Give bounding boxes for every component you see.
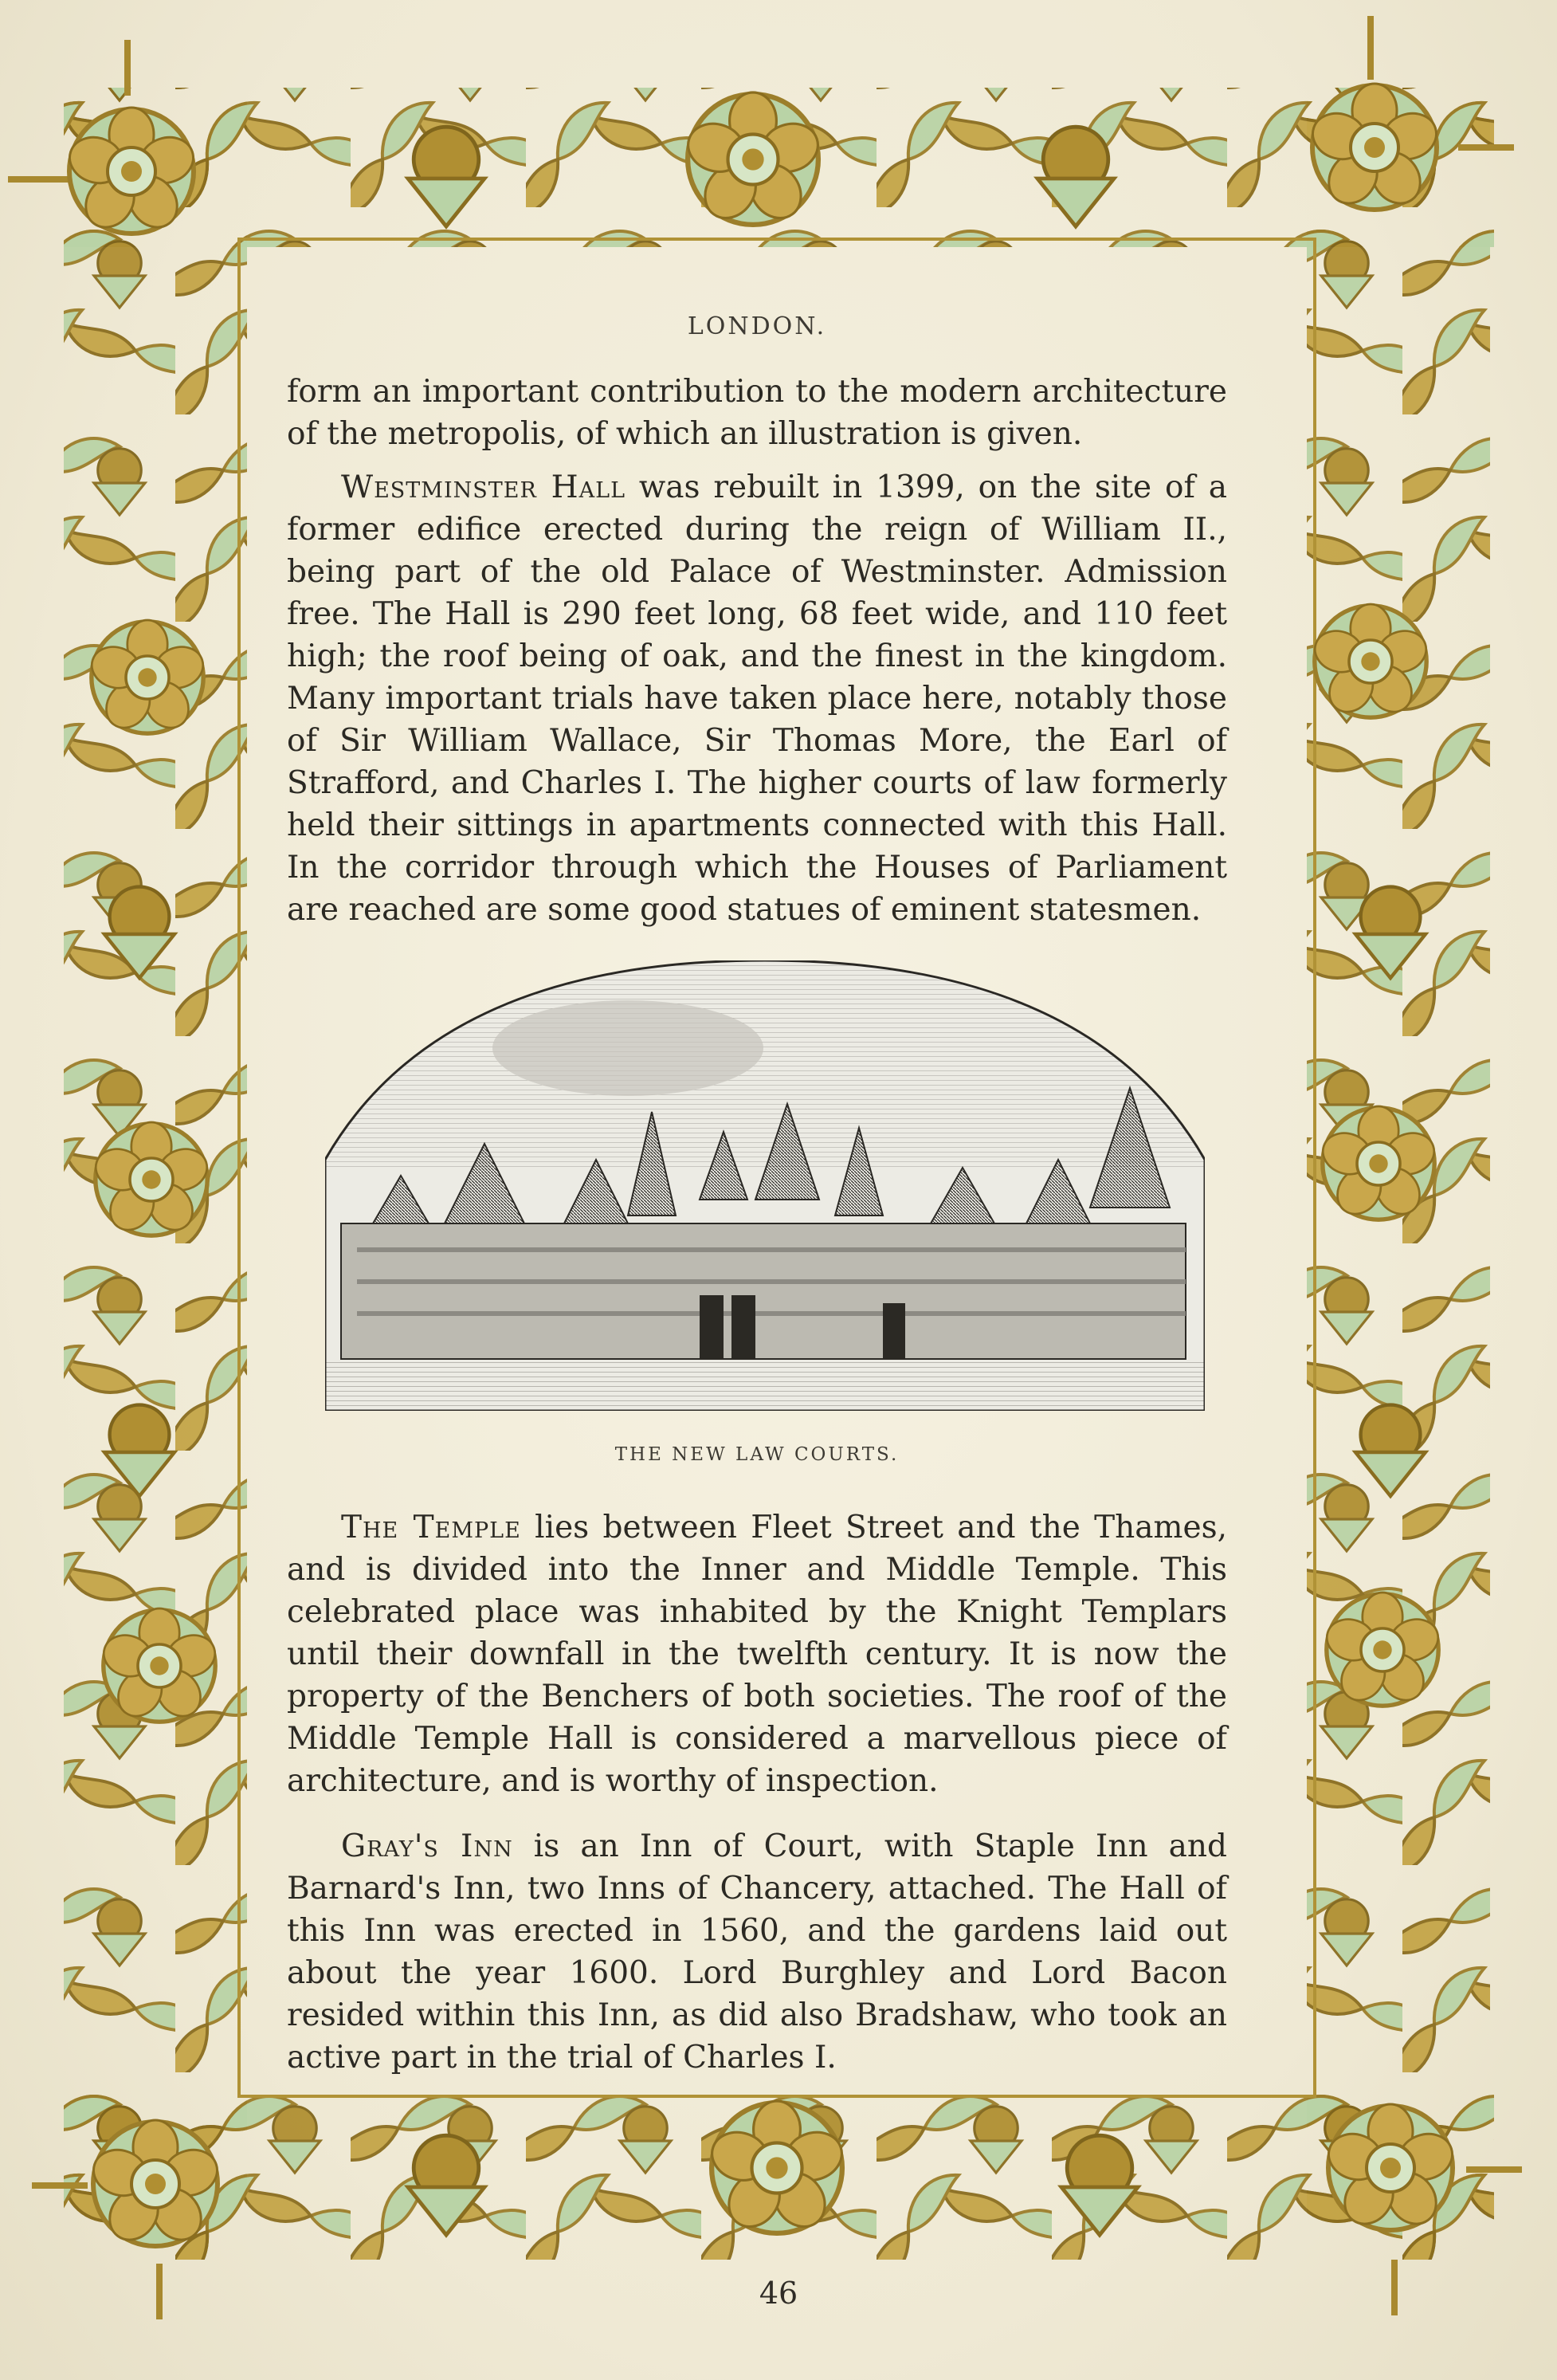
text-block	[287, 295, 1228, 2076]
paragraph-text: form an important contribution to the modern architecture of the metropolis, of which an illustration is given.	[287, 374, 1227, 452]
paragraph-heading: Gray's Inn	[341, 1828, 513, 1864]
paragraph-continuation	[287, 371, 1227, 455]
paragraph-text: is an Inn of Court, with Staple Inn and Barnard's Inn, two Inns of Chancery, attached. The Hall of this Inn was erected in 1560, and the gardens laid out about the year 1600. Lord Burghley and Lord Bacon resided within this Inn, as did also Bradshaw, who took an active part in the trial of Charles I.	[287, 1828, 1228, 2076]
illustration-caption: THE NEW LAW COURTS.	[614, 1444, 900, 1465]
paragraph-grays-inn	[287, 1825, 1227, 2079]
paragraph-text: lies between Fleet Street and the Thames, and is divided into the Inner and Middle Temple. This celebrated place was inhabited by the Knight Templars until their downfall in the twelfth century. It is now the property of the Benchers of both societies. The roof of the Middle Temple Hall is considered a marvellous piece of architecture, and is worthy of inspection.	[287, 1510, 1227, 1799]
paragraph-text: was rebuilt in 1399, on the site of a former edifice erected during the reign of William II., being part of the old Palace of Westminster. Admission free. The Hall is 290 feet long, 68 feet wide, and 110 feet high; the roof being of oak, and the finest in the kingdom. Many important trials have taken place here, notably those of Sir William Wallace, Sir Thomas More, the Earl of Strafford, and Charles I. The higher courts of law formerly held their sittings in apartments connected with this Hall. In the corridor through which the Houses of Parliament are reached are some good statues of eminent statesmen.	[287, 469, 1227, 928]
paragraph-heading: Westminster Hall	[341, 469, 626, 505]
running-head: LONDON.	[687, 312, 827, 340]
law-courts-engraving	[325, 960, 1205, 1411]
paragraph-the-temple	[287, 1506, 1227, 1802]
paragraph-heading: The Temple	[341, 1510, 521, 1545]
paragraph-westminster-hall	[287, 466, 1227, 931]
page-number: 46	[759, 2276, 798, 2311]
